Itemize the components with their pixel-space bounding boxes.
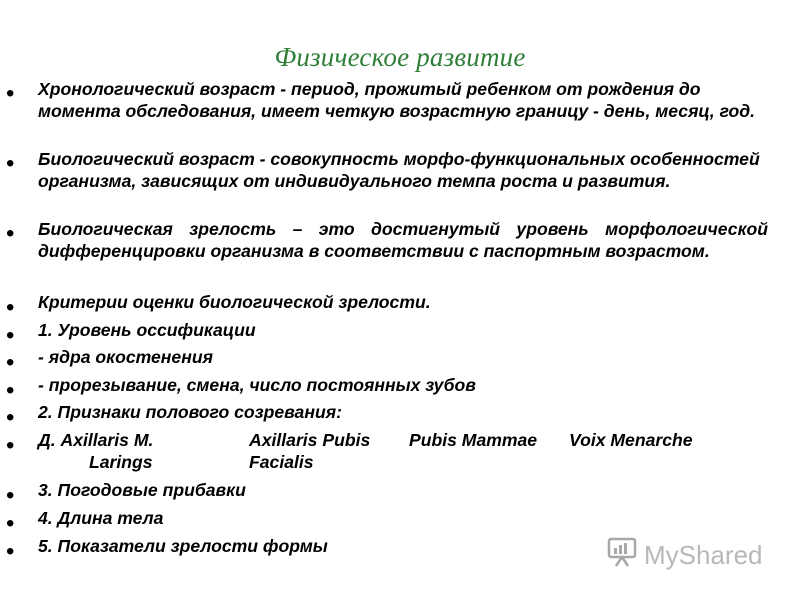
bullet-icon: • <box>6 482 15 509</box>
presentation-board-icon <box>606 535 640 576</box>
bullet-icon: • <box>6 432 15 459</box>
feature-pubis-mammae: Pubis Mammae <box>409 430 538 450</box>
list-item: Критерии оценки биологической зрелости. <box>38 292 431 312</box>
bullet-icon: • <box>6 322 15 349</box>
list-item: Биологическая зрелость – это достигнутый уровень морфологической дифференцировки организма в соответствии с паспортным возрастом. <box>38 219 768 261</box>
watermark-text: MyShared <box>644 539 763 570</box>
list-item: 1. Уровень оссификации <box>38 320 256 340</box>
bullet-icon: • <box>6 510 15 537</box>
list-item: Биологический возраст - совокупность морфо-функциональных особенностей организма, зависящих от индивидуального темпа роста и развития. <box>38 149 760 191</box>
feature-axillaris-pubis: Axillaris Pubis <box>249 430 371 450</box>
list-item: Хронологический возраст - период, прожитый ребенком от рождения до момента обследования, имеет четкую возрастную границу - день, месяц, год. <box>38 79 756 121</box>
bullet-icon: • <box>6 377 15 404</box>
list-item: 4. Длина тела <box>38 508 164 528</box>
bullet-icon: • <box>6 150 15 177</box>
feature-axillaris-m: Д. Axillaris M. <box>38 430 154 450</box>
bullet-icon: • <box>6 404 15 431</box>
feature-facialis: Facialis <box>249 452 314 472</box>
list-item: 2. Признаки полового созревания: <box>38 402 342 422</box>
list-item: 5. Показатели зрелости формы <box>38 536 328 556</box>
feature-voix-menarche: Voix Menarche <box>569 430 693 450</box>
list-item: - прорезывание, смена, число постоянных зубов <box>38 375 476 395</box>
bullet-icon: • <box>6 220 15 247</box>
bullet-icon: • <box>6 80 15 107</box>
slide-title: Физическое развитие <box>274 42 526 72</box>
bullet-icon: • <box>6 349 15 376</box>
feature-larings: Larings <box>89 452 153 472</box>
list-item: 3. Погодовые прибавки <box>38 480 246 500</box>
bullet-icon: • <box>6 294 15 321</box>
bullet-icon: • <box>6 538 15 565</box>
list-item: - ядра окостенения <box>38 347 213 367</box>
watermark-logo <box>606 538 763 572</box>
